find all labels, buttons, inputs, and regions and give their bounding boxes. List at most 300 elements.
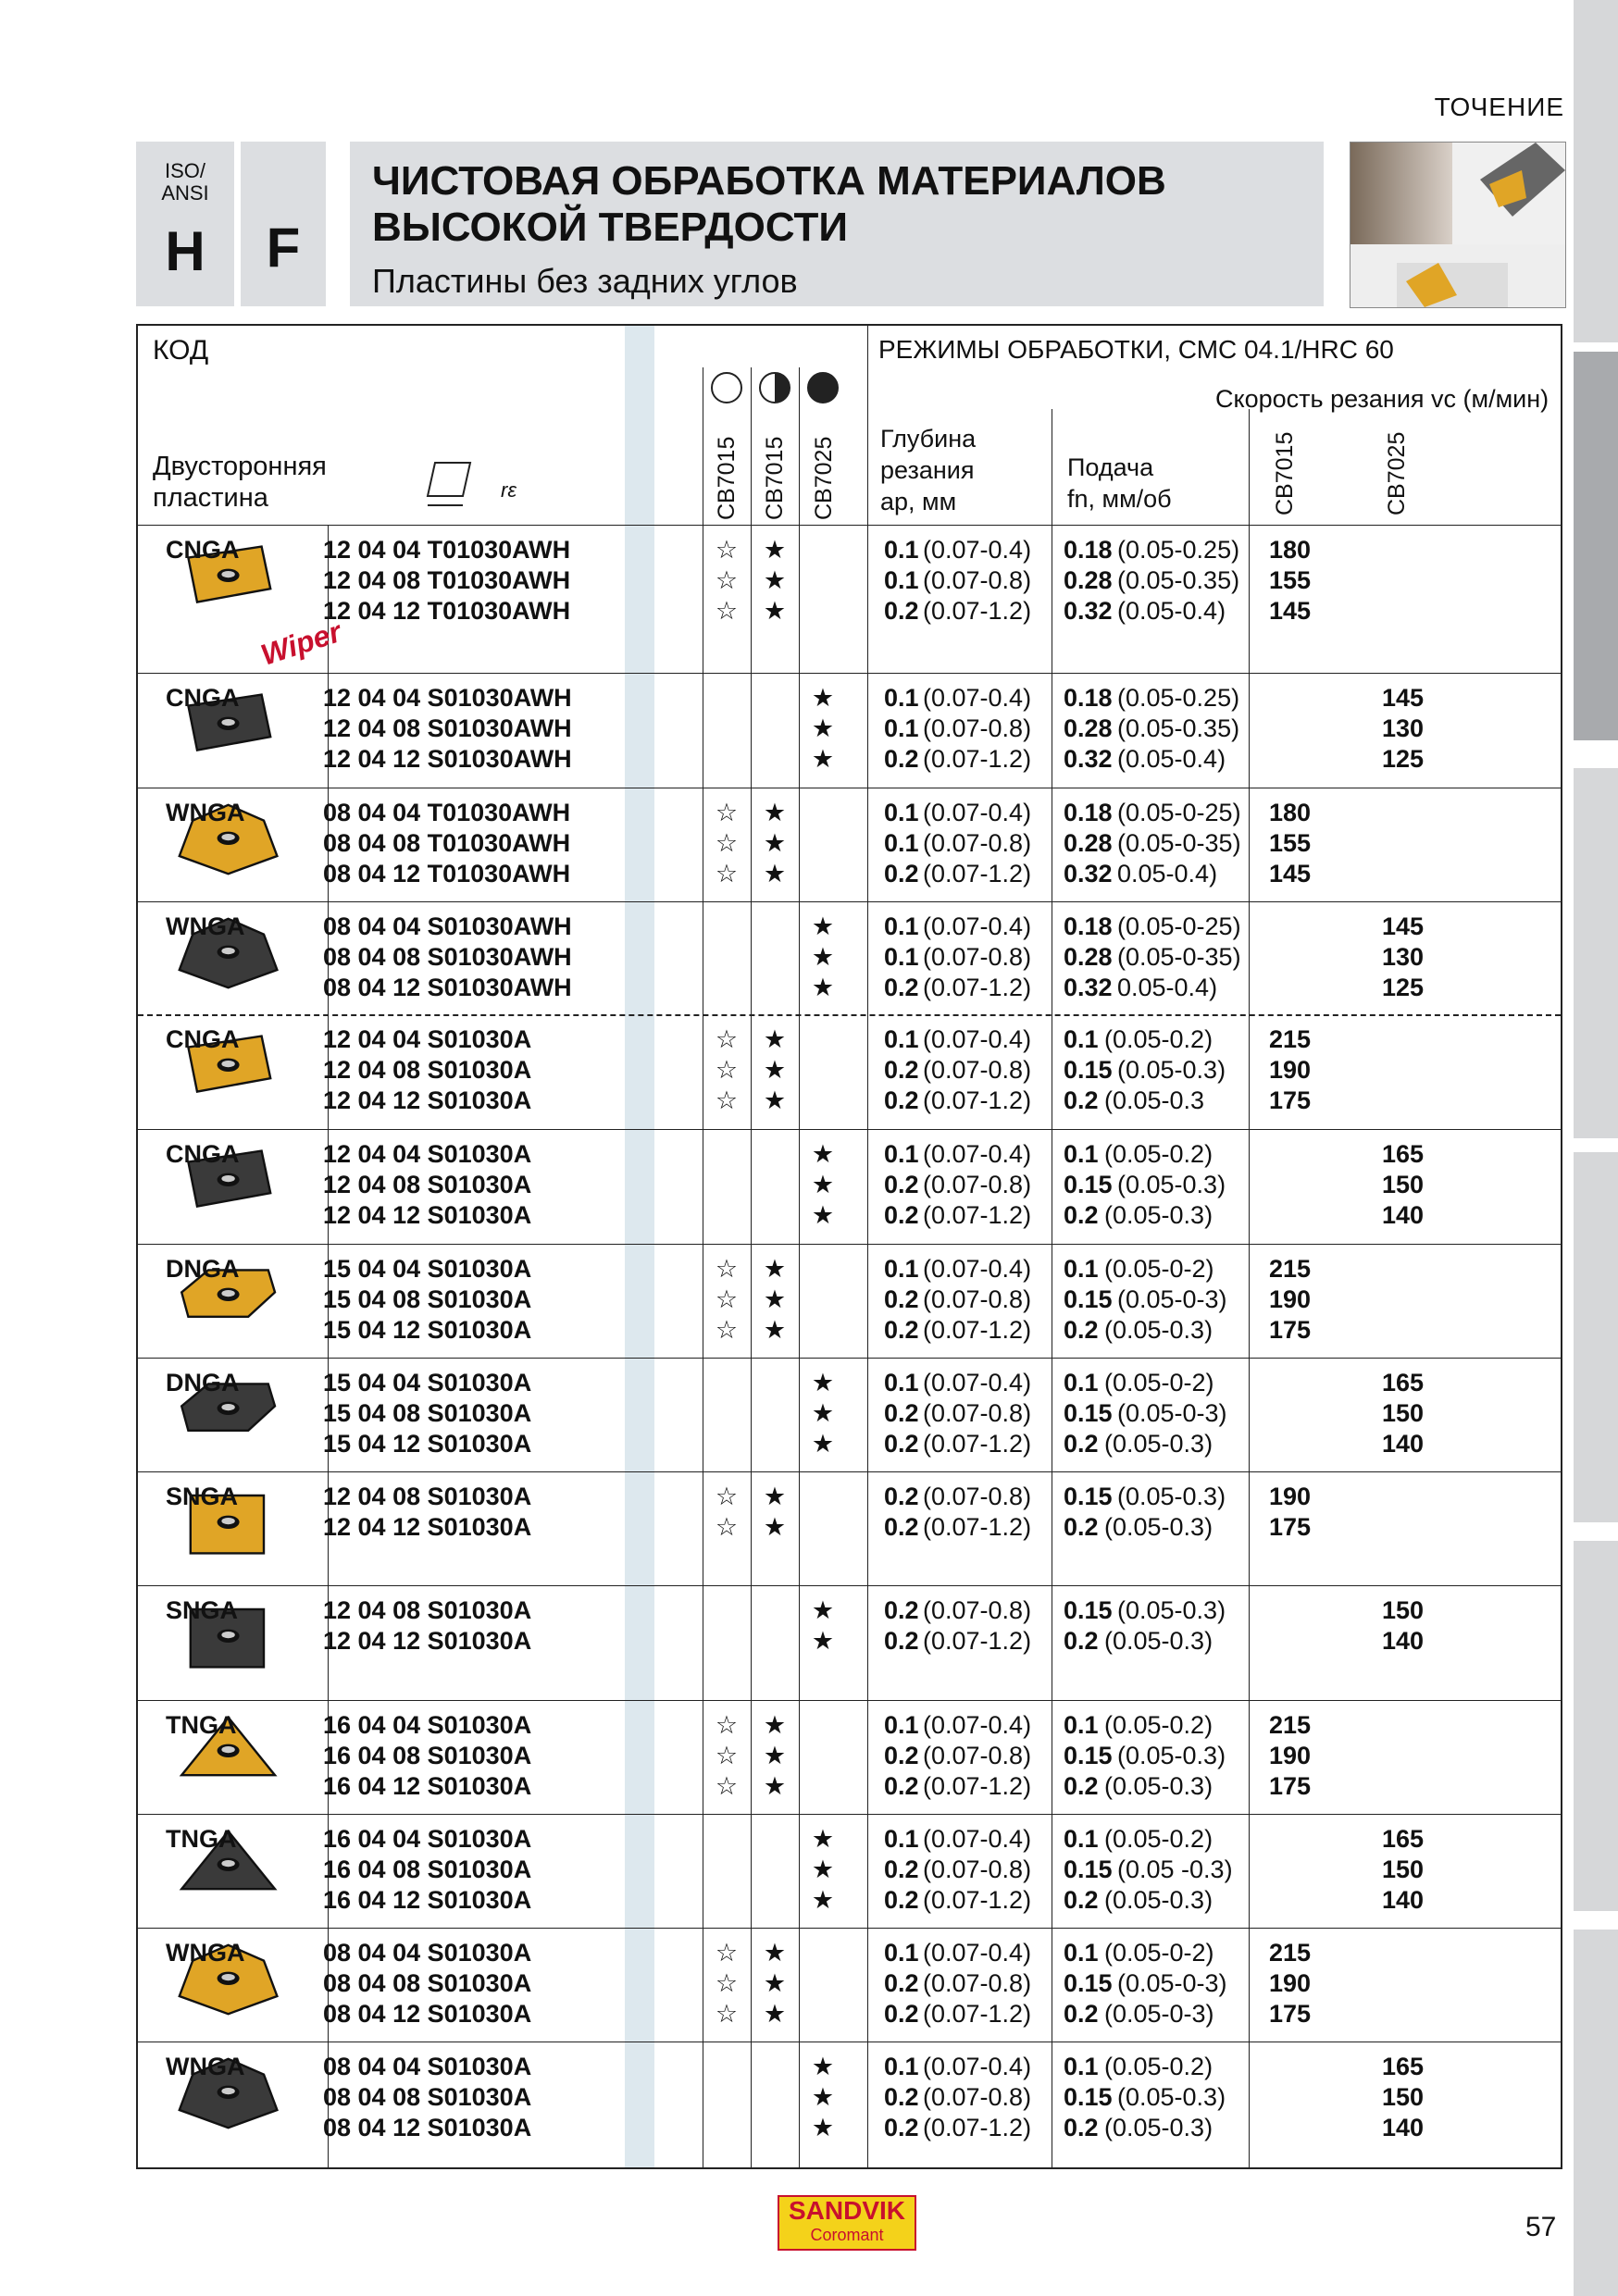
depth-range: (0.07-1.2) (923, 745, 1032, 773)
iso-code-f: F (266, 217, 301, 279)
insert-shape-icon (422, 455, 487, 515)
grade-star: ★ (811, 974, 835, 1001)
depth-range: (0.07-0.4) (923, 1711, 1032, 1739)
header-divider (138, 525, 1561, 526)
depth-value: 0.1 (884, 714, 919, 742)
depth-range: (0.07-1.2) (923, 1886, 1032, 1914)
row-divider (138, 1471, 1561, 1472)
grade-star: ★ (763, 1025, 787, 1053)
feed-range: (0.05-0.3) (1104, 1316, 1214, 1344)
depth-value: 0.2 (884, 745, 919, 773)
depth-value: 0.2 (884, 1627, 919, 1655)
product-size: 12 04 12 S01030A (323, 1201, 532, 1229)
turning-illustration (1350, 142, 1566, 308)
depth-value: 0.1 (884, 566, 919, 594)
depth-value: 0.2 (884, 1886, 919, 1914)
feed-value: 0.28 (1064, 829, 1113, 857)
feed-value: 0.2 (1064, 1430, 1099, 1458)
speed-cb7015: 215 (1269, 1025, 1312, 1053)
depth-range: (0.07-1.2) (923, 860, 1032, 887)
product-size: 08 04 12 S01030A (323, 2000, 532, 2028)
product-code: DNGA (166, 1255, 240, 1283)
logo-brand: SANDVIK (788, 2196, 905, 2225)
depth-value: 0.1 (884, 1255, 919, 1283)
speed-cb7015: 190 (1269, 1056, 1312, 1084)
feed-range: (0.05-0-3) (1117, 1285, 1227, 1313)
depth-range: (0.07-0.8) (923, 1171, 1032, 1198)
depth-value: 0.2 (884, 1772, 919, 1800)
depth-value: 0.2 (884, 1201, 919, 1229)
speed-cb7025: 145 (1382, 684, 1425, 712)
product-size: 12 04 08 S01030A (323, 1596, 532, 1624)
speed-cb7015: 175 (1269, 1772, 1312, 1800)
depth-range: (0.07-0.8) (923, 829, 1032, 857)
product-size: 08 04 12 S01030AWH (323, 974, 572, 1001)
header-modes: РЕЖИМЫ ОБРАБОТКИ, СМС 04.1/HRC 60 (878, 335, 1394, 364)
feed-value: 0.2 (1064, 1627, 1099, 1655)
depth-value: 0.2 (884, 1056, 919, 1084)
grade-star: ☆ (715, 860, 739, 887)
product-size: 12 04 12 S01030A (323, 1513, 532, 1541)
product-size: 12 04 12 S01030AWH (323, 745, 572, 773)
depth-value: 0.1 (884, 1939, 919, 1967)
depth-range: (0.07-1.2) (923, 1627, 1032, 1655)
logo-sub: Coromant (810, 2226, 884, 2244)
feed-range: (0.05-0.4) (1117, 597, 1226, 625)
product-code: SNGA (166, 1596, 239, 1624)
speed-cb7015: 175 (1269, 1086, 1312, 1114)
product-size: 16 04 04 S01030A (323, 1711, 532, 1739)
feed-range: (0.05-0-3) (1117, 1399, 1227, 1427)
product-size: 12 04 08 S01030A (323, 1483, 532, 1510)
feed-range: (0.05-0.3) (1104, 1772, 1214, 1800)
depth-range: (0.07-0.8) (923, 1399, 1032, 1427)
speed-cb7025: 165 (1382, 2053, 1425, 2080)
edge-tab (1574, 1541, 1618, 1911)
grade-star: ☆ (715, 1255, 739, 1283)
depth-range: (0.07-0.4) (923, 1140, 1032, 1168)
feed-range: (0.05-0.35) (1117, 714, 1240, 742)
edge-tab (1574, 768, 1618, 1138)
product-size: 08 04 08 T01030AWH (323, 829, 571, 857)
feed-range: (0.05-0.3) (1117, 1483, 1226, 1510)
depth-range: (0.07-0.8) (923, 714, 1032, 742)
product-size: 12 04 12 S01030A (323, 1086, 532, 1114)
depth-range: (0.07-0.4) (923, 1939, 1032, 1967)
feed-value: 0.18 (1064, 912, 1113, 940)
page-title: ЧИСТОВАЯ ОБРАБОТКА МАТЕРИАЛОВ ВЫСОКОЙ ТВЕРДОСТИ (372, 158, 1166, 250)
depth-value: 0.2 (884, 1086, 919, 1114)
product-size: 12 04 08 S01030A (323, 1056, 532, 1084)
feed-value: 0.1 (1064, 1255, 1099, 1283)
grade-star: ★ (811, 943, 835, 971)
grade-star: ☆ (715, 536, 739, 564)
grade-star: ★ (763, 2000, 787, 2028)
grade-star: ★ (763, 1483, 787, 1510)
feed-value: 0.15 (1064, 1399, 1113, 1427)
depth-range: (0.07-1.2) (923, 1772, 1032, 1800)
feed-value: 0.32 (1064, 860, 1113, 887)
speed-cb7015: 180 (1269, 536, 1312, 564)
row-divider (138, 1585, 1561, 1586)
speed-cb7015: 155 (1269, 566, 1312, 594)
grade-star: ☆ (715, 1742, 739, 1769)
depth-value: 0.2 (884, 2083, 919, 2111)
speed-cb7025: 165 (1382, 1369, 1425, 1396)
speed-cb7015: 145 (1269, 597, 1312, 625)
feed-value: 0.2 (1064, 1513, 1099, 1541)
depth-range: (0.07-1.2) (923, 1201, 1032, 1229)
depth-value: 0.1 (884, 912, 919, 940)
product-size: 12 04 12 T01030AWH (323, 597, 571, 625)
grade-star: ★ (811, 2053, 835, 2080)
grade-star: ★ (811, 1201, 835, 1229)
product-code: WNGA (166, 1939, 245, 1967)
edge-tab (1574, 1930, 1618, 2296)
product-size: 08 04 08 S01030A (323, 1969, 532, 1997)
header-double-sided: Двусторонняя пластина (153, 452, 327, 513)
feed-range: (0.05-0.3) (1104, 1201, 1214, 1229)
depth-range: (0.07-0.8) (923, 1483, 1032, 1510)
speed-cb7025: 145 (1382, 912, 1425, 940)
depth-value: 0.1 (884, 829, 919, 857)
speed-cb7025: 140 (1382, 1430, 1425, 1458)
speed-cb7015: 180 (1269, 799, 1312, 826)
grade-star: ☆ (715, 566, 739, 594)
depth-value: 0.2 (884, 2000, 919, 2028)
speed-cb7025: 150 (1382, 1171, 1425, 1198)
feed-value: 0.2 (1064, 1772, 1099, 1800)
product-size: 16 04 04 S01030A (323, 1825, 532, 1853)
depth-value: 0.1 (884, 799, 919, 826)
depth-range: (0.07-0.8) (923, 1742, 1032, 1769)
feed-range: (0.05-0-35) (1117, 829, 1241, 857)
speed-cb7015: 155 (1269, 829, 1312, 857)
grade-star: ☆ (715, 1939, 739, 1967)
product-table (136, 324, 1562, 2169)
row-divider (138, 1014, 1561, 1016)
grade-star: ★ (811, 1855, 835, 1883)
feed-value: 0.1 (1064, 1825, 1099, 1853)
title-box (350, 142, 1324, 306)
product-size: 08 04 12 T01030AWH (323, 860, 571, 887)
feed-range: (0.05-0-2) (1104, 1939, 1214, 1967)
feed-value: 0.28 (1064, 714, 1113, 742)
grade-star: ★ (763, 1513, 787, 1541)
page-number: 57 (1525, 2212, 1557, 2242)
f-box (241, 142, 326, 306)
feed-value: 0.15 (1064, 1056, 1113, 1084)
feed-range: (0.05-0.2) (1104, 1711, 1214, 1739)
grade-star: ★ (811, 1825, 835, 1853)
grade-star: ★ (763, 1711, 787, 1739)
depth-range: (0.07-0.4) (923, 1369, 1032, 1396)
header-speed: Скорость резания vc (м/мин) (1215, 385, 1550, 413)
speed-cb7015: 190 (1269, 1969, 1312, 1997)
depth-range: (0.07-1.2) (923, 1430, 1032, 1458)
iso-box (136, 142, 234, 306)
grade-star: ☆ (715, 799, 739, 826)
depth-range: (0.07-0.4) (923, 1025, 1032, 1053)
product-code: DNGA (166, 1369, 240, 1396)
edge-tab (1574, 0, 1618, 342)
product-code: CNGA (166, 684, 240, 712)
speed-cb7015: 175 (1269, 2000, 1312, 2028)
depth-range: (0.07-0.4) (923, 536, 1032, 564)
feed-value: 0.18 (1064, 536, 1113, 564)
grade-star: ★ (763, 1969, 787, 1997)
grade-star: ☆ (715, 1711, 739, 1739)
speed-cb7025: 125 (1382, 745, 1425, 773)
grade-star: ★ (763, 1086, 787, 1114)
feed-value: 0.28 (1064, 943, 1113, 971)
feed-value: 0.1 (1064, 2053, 1099, 2080)
speed-cb7025: 150 (1382, 1399, 1425, 1427)
depth-value: 0.1 (884, 1025, 919, 1053)
speed-cb7015: 190 (1269, 1742, 1312, 1769)
grade-star: ★ (763, 1772, 787, 1800)
grade-label: CB7015 (762, 436, 788, 520)
speed-cb7015: 190 (1269, 1285, 1312, 1313)
product-code: WNGA (166, 912, 245, 940)
grade-star: ★ (811, 912, 835, 940)
depth-value: 0.1 (884, 684, 919, 712)
feed-value: 0.15 (1064, 1285, 1113, 1313)
speed-cb7025: 140 (1382, 2114, 1425, 2141)
depth-value: 0.1 (884, 536, 919, 564)
product-size: 12 04 04 T01030AWH (323, 536, 571, 564)
edge-tab (1574, 1152, 1618, 1522)
feed-value: 0.15 (1064, 1969, 1113, 1997)
grade-star: ★ (763, 860, 787, 887)
product-code: CNGA (166, 1140, 240, 1168)
product-size: 08 04 08 S01030A (323, 2083, 532, 2111)
header-radius: rε (501, 478, 517, 502)
divider (867, 326, 868, 2167)
feed-range: (0.05-0.3) (1117, 1742, 1226, 1769)
grade-star: ★ (811, 684, 835, 712)
feed-value: 0.15 (1064, 1483, 1113, 1510)
product-code: TNGA (166, 1825, 237, 1853)
feed-range: (0.05-0.3) (1117, 2083, 1226, 2111)
speed-cb7025: 130 (1382, 943, 1425, 971)
feed-range: (0.05-0.2) (1104, 1825, 1214, 1853)
feed-range: (0.05-0.3) (1117, 1596, 1226, 1624)
depth-range: (0.07-0.4) (923, 684, 1032, 712)
column-highlight-band (625, 326, 654, 2167)
feed-range: (0.05-0.25) (1117, 536, 1240, 564)
depth-value: 0.2 (884, 860, 919, 887)
depth-value: 0.2 (884, 1483, 919, 1510)
speed-cb7025: 130 (1382, 714, 1425, 742)
depth-range: (0.07-0.4) (923, 912, 1032, 940)
feed-value: 0.15 (1064, 1171, 1113, 1198)
grade-star: ★ (763, 1056, 787, 1084)
feed-range: 0.05-0.4) (1117, 974, 1218, 1001)
depth-range: (0.07-0.4) (923, 799, 1032, 826)
depth-range: (0.07-0.8) (923, 1056, 1032, 1084)
grade-star: ★ (811, 714, 835, 742)
depth-value: 0.2 (884, 974, 919, 1001)
feed-value: 0.1 (1064, 1711, 1099, 1739)
depth-range: (0.07-0.4) (923, 2053, 1032, 2080)
feed-range: (0.05 -0.3) (1117, 1855, 1233, 1883)
product-code: TNGA (166, 1711, 237, 1739)
product-size: 08 04 04 S01030A (323, 2053, 532, 2080)
product-size: 08 04 04 S01030A (323, 1939, 532, 1967)
feed-range: (0.05-0.2) (1104, 1025, 1214, 1053)
grade-star: ☆ (715, 1316, 739, 1344)
sandvik-logo (778, 2195, 916, 2251)
product-size: 08 04 04 S01030AWH (323, 912, 572, 940)
speed-cb7025: 150 (1382, 1596, 1425, 1624)
feed-value: 0.1 (1064, 1140, 1099, 1168)
depth-value: 0.2 (884, 1742, 919, 1769)
feed-range: (0.05-0-2) (1104, 1255, 1214, 1283)
product-code: CNGA (166, 536, 240, 564)
feed-range: (0.05-0.3) (1104, 1430, 1214, 1458)
product-size: 12 04 12 S01030A (323, 1627, 532, 1655)
feed-range: (0.05-0.3) (1104, 2114, 1214, 2141)
speed-cb7025: 165 (1382, 1825, 1425, 1853)
feed-range: (0.05-0-3) (1117, 1969, 1227, 1997)
grade-star: ★ (811, 1430, 835, 1458)
feed-range: (0.05-0.4) (1117, 745, 1226, 773)
product-size: 08 04 04 T01030AWH (323, 799, 571, 826)
iso-label: ISO/ ANSI (161, 159, 209, 205)
product-code: WNGA (166, 799, 245, 826)
grade-star: ★ (811, 1627, 835, 1655)
product-size: 16 04 08 S01030A (323, 1742, 532, 1769)
row-divider (138, 1814, 1561, 1815)
product-code: SNGA (166, 1483, 239, 1510)
feed-range: (0.05-0.3) (1104, 1886, 1214, 1914)
grade-label: CB7015 (714, 436, 740, 520)
feed-value: 0.1 (1064, 1369, 1099, 1396)
feed-range: (0.05-0-3) (1104, 2000, 1214, 2028)
depth-range: (0.07-1.2) (923, 597, 1032, 625)
grade-label: CB7025 (811, 436, 837, 520)
grade-star: ★ (763, 1939, 787, 1967)
depth-value: 0.1 (884, 1825, 919, 1853)
speed-cb7025: 125 (1382, 974, 1425, 1001)
depth-value: 0.1 (884, 1140, 919, 1168)
feed-value: 0.15 (1064, 1596, 1113, 1624)
depth-range: (0.07-0.8) (923, 1596, 1032, 1624)
product-size: 16 04 08 S01030A (323, 1855, 532, 1883)
feed-value: 0.32 (1064, 745, 1113, 773)
grade-star: ☆ (715, 2000, 739, 2028)
feed-range: (0.05-0.35) (1117, 566, 1240, 594)
row-divider (138, 1358, 1561, 1359)
depth-value: 0.1 (884, 1711, 919, 1739)
row-divider (138, 1244, 1561, 1245)
depth-range: (0.07-0.8) (923, 1969, 1032, 1997)
feed-range: (0.05-0.2) (1104, 2053, 1214, 2080)
speed-cb7025: 140 (1382, 1886, 1425, 1914)
grade-star: ★ (763, 1255, 787, 1283)
depth-range: (0.07-0.8) (923, 1855, 1032, 1883)
speed-cb7025: 165 (1382, 1140, 1425, 1168)
header-code: КОД (153, 335, 209, 366)
speed-cb7025: 150 (1382, 1855, 1425, 1883)
grade-star: ☆ (715, 1025, 739, 1053)
speed-cb7015: 190 (1269, 1483, 1312, 1510)
grade-star: ★ (811, 745, 835, 773)
grade-star: ★ (811, 1886, 835, 1914)
grade-star: ☆ (715, 829, 739, 857)
header-depth: Глубина резания ap, мм (880, 425, 977, 515)
feed-value: 0.18 (1064, 799, 1113, 826)
product-size: 16 04 12 S01030A (323, 1772, 532, 1800)
feed-range: (0.05-0.3) (1104, 1627, 1214, 1655)
depth-range: (0.07-1.2) (923, 2114, 1032, 2141)
speed-cb7015: 145 (1269, 860, 1312, 887)
feed-value: 0.2 (1064, 2114, 1099, 2141)
depth-value: 0.2 (884, 1596, 919, 1624)
speed-cb7025: 150 (1382, 2083, 1425, 2111)
grade-star: ★ (811, 2083, 835, 2111)
grade-star: ★ (763, 799, 787, 826)
row-divider (138, 673, 1561, 674)
feed-value: 0.15 (1064, 2083, 1113, 2111)
product-size: 15 04 04 S01030A (323, 1369, 532, 1396)
page-subtitle: Пластины без задних углов (372, 262, 798, 300)
feed-value: 0.32 (1064, 597, 1113, 625)
depth-value: 0.2 (884, 2114, 919, 2141)
feed-range: (0.05-0.3) (1104, 1513, 1214, 1541)
depth-value: 0.1 (884, 943, 919, 971)
feed-value: 0.2 (1064, 1201, 1099, 1229)
feed-value: 0.15 (1064, 1742, 1113, 1769)
feed-range: 0.05-0.4) (1117, 860, 1218, 887)
row-divider (138, 1928, 1561, 1929)
grade-star: ★ (811, 1399, 835, 1427)
grade-star: ★ (763, 1316, 787, 1344)
product-code: WNGA (166, 2053, 245, 2080)
grade-star: ★ (763, 1285, 787, 1313)
depth-value: 0.2 (884, 1171, 919, 1198)
section-label: ТОЧЕНИЕ (1434, 93, 1564, 121)
header-feed: Подача fn, мм/об (1067, 453, 1172, 513)
feed-value: 0.18 (1064, 684, 1113, 712)
depth-value: 0.2 (884, 1513, 919, 1541)
product-size: 12 04 04 S01030AWH (323, 684, 572, 712)
feed-value: 0.1 (1064, 1025, 1099, 1053)
speed-grade-label: CB7025 (1384, 431, 1410, 515)
speed-cb7015: 175 (1269, 1513, 1312, 1541)
speed-cb7025: 140 (1382, 1201, 1425, 1229)
speed-cb7015: 175 (1269, 1316, 1312, 1344)
feed-value: 0.32 (1064, 974, 1113, 1001)
depth-range: (0.07-1.2) (923, 1316, 1032, 1344)
product-size: 15 04 12 S01030A (323, 1430, 532, 1458)
grade-star: ☆ (715, 1285, 739, 1313)
grade-star: ★ (763, 1742, 787, 1769)
grade-star: ☆ (715, 1056, 739, 1084)
depth-range: (0.07-0.8) (923, 943, 1032, 971)
depth-range: (0.07-1.2) (923, 1086, 1032, 1114)
feed-range: (0.05-0-2) (1104, 1369, 1214, 1396)
depth-value: 0.2 (884, 1399, 919, 1427)
grade-star: ☆ (715, 1483, 739, 1510)
speed-grade-label: CB7015 (1272, 431, 1298, 515)
depth-value: 0.2 (884, 1285, 919, 1313)
feed-value: 0.28 (1064, 566, 1113, 594)
depth-range: (0.07-1.2) (923, 2000, 1032, 2028)
grade-star: ★ (763, 597, 787, 625)
grade-star: ☆ (715, 1772, 739, 1800)
